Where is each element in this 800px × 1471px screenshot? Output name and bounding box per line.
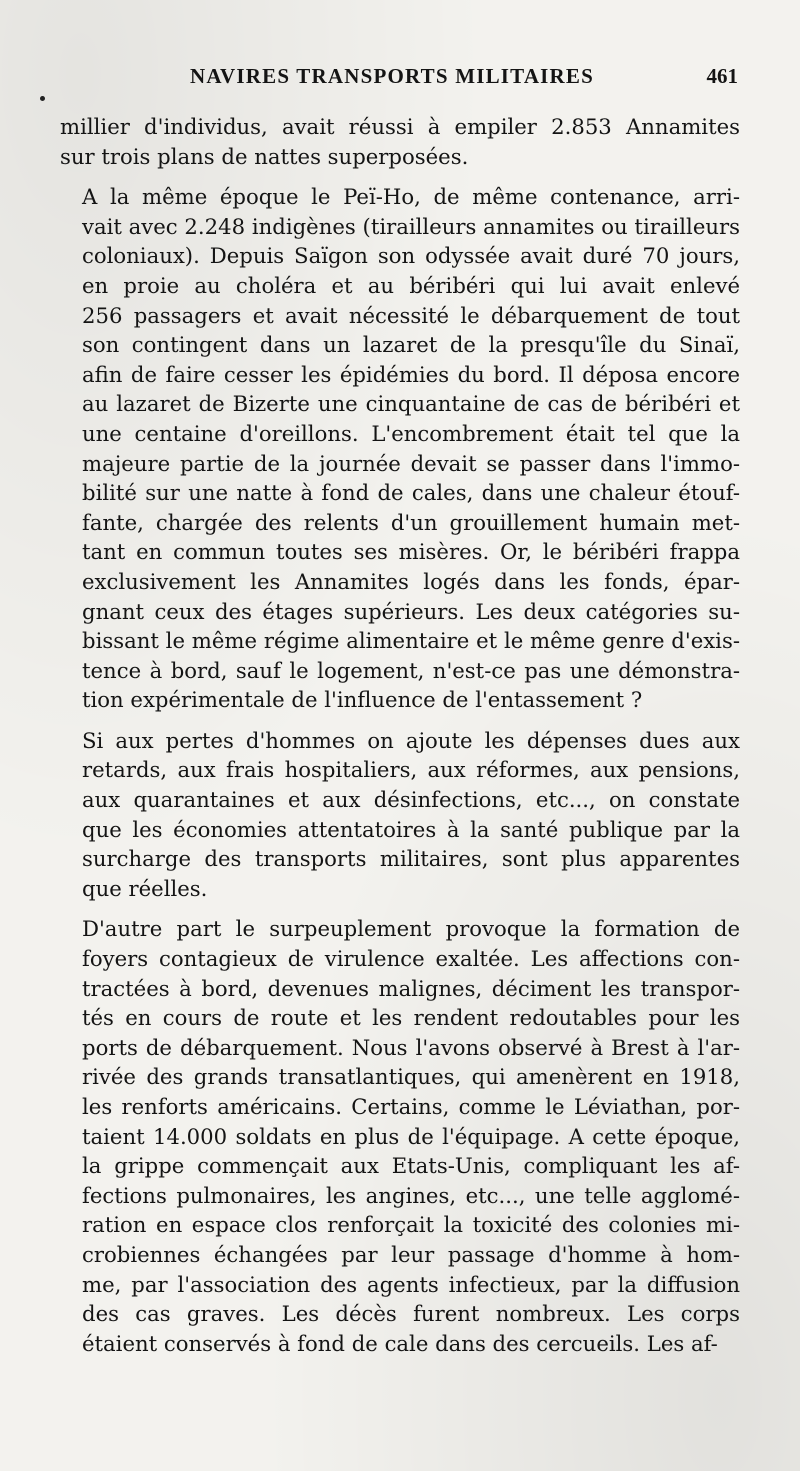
text-line: exclusivement les Annamites logés dans les fonds, épar- <box>82 568 740 594</box>
paragraph <box>60 726 740 904</box>
paragraph <box>60 182 740 715</box>
text-line: ports de débarquement. Nous l'avons observé à Brest à l'ar- <box>82 1034 740 1060</box>
text-line: Si aux pertes d'hommes on ajoute les dépenses dues aux <box>82 727 740 753</box>
text-line: retards, aux frais hospitaliers, aux réformes, aux pensions, <box>82 757 740 783</box>
text-line: vait avec 2.248 indigènes (tirailleurs annamites ou tirailleurs <box>82 213 740 239</box>
text-line: au lazaret de Bizerte une cinquantaine de cas de béribéri et <box>82 391 740 417</box>
paragraph <box>60 112 740 171</box>
text-line: crobiennes échangées par leur passage d'homme à hom- <box>82 1241 740 1267</box>
text-line: surcharge des transports militaires, sont plus apparentes <box>82 846 740 872</box>
running-title: NAVIRES TRANSPORTS MILITAIRES <box>190 64 595 88</box>
page-header <box>150 62 738 92</box>
text-line: rivée des grands transatlantiques, qui amenèrent en 1918, <box>82 1064 740 1090</box>
text-line: fante, chargée des relents d'un grouillement humain met- <box>82 509 740 535</box>
text-line: 256 passagers et avait nécessité le débarquement de tout <box>82 302 740 328</box>
text-line: majeure partie de la journée devait se passer dans l'immo- <box>82 450 740 476</box>
text-line: taient 14.000 soldats en plus de l'équipage. A cette époque, <box>82 1123 740 1149</box>
text-line: tés en cours de route et les rendent redoutables pour les <box>82 1005 740 1031</box>
text-line: bilité sur une natte à fond de cales, dans une chaleur étouf- <box>82 480 740 506</box>
text-line: étaient conservés à fond de cale dans des cercueils. Les af- <box>82 1330 718 1356</box>
text-line: millier d'individus, avait réussi à empiler 2.853 Annamites <box>60 114 740 139</box>
text-line: que réelles. <box>82 875 208 901</box>
text-line: bissant le même régime alimentaire et le même genre d'exis- <box>82 628 740 654</box>
text-line: fections pulmonaires, les angines, etc..., une telle agglomé- <box>82 1182 740 1208</box>
paragraph <box>60 914 740 1358</box>
text-line: que les économies attentatoires à la santé publique par la <box>82 816 740 842</box>
text-line: coloniaux). Depuis Saïgon son odyssée avait duré 70 jours, <box>82 243 740 269</box>
text-line: me, par l'association des agents infectieux, par la diffusion <box>82 1271 740 1297</box>
text-line: une centaine d'oreillons. L'encombrement était tel que la <box>82 420 740 446</box>
page-number: 461 <box>706 64 738 88</box>
text-line: tractées à bord, devenues malignes, déciment les transpor- <box>82 975 740 1001</box>
text-line: en proie au choléra et au béribéri qui lui avait enlevé <box>82 272 740 298</box>
text-line: foyers contagieux de virulence exaltée. Les affections con- <box>82 946 740 972</box>
ink-speck <box>40 96 45 101</box>
text-line: gnant ceux des étages supérieurs. Les deux catégories su- <box>82 598 740 624</box>
text-line: son contingent dans un lazaret de la presqu'île du Sinaï, <box>82 332 740 358</box>
text-line: ration en espace clos renforçait la toxicité des colonies mi- <box>82 1212 740 1238</box>
text-line: les renforts américains. Certains, comme le Léviathan, por- <box>82 1094 740 1119</box>
text-line: sur trois plans de nattes superposées. <box>60 143 469 169</box>
text-line: tion expérimentale de l'influence de l'entassement ? <box>82 687 643 713</box>
text-line: tant en commun toutes ses misères. Or, le béribéri frappa <box>82 539 740 565</box>
text-line: la grippe commençait aux Etats-Unis, compliquant les af- <box>82 1153 740 1179</box>
text-line: afin de faire cesser les épidémies du bord. Il déposa encore <box>82 361 740 387</box>
body-text <box>60 112 740 1369</box>
text-line: aux quarantaines et aux désinfections, etc..., on constate <box>82 787 740 813</box>
text-line: tence à bord, sauf le logement, n'est-ce pas une démonstra- <box>82 657 740 683</box>
text-line: des cas graves. Les décès furent nombreux. Les corps <box>82 1301 740 1327</box>
text-line: D'autre part le surpeuplement provoque la formation de <box>82 916 740 942</box>
text-line: A la même époque le Peï-Ho, de même contenance, arri- <box>82 184 740 210</box>
